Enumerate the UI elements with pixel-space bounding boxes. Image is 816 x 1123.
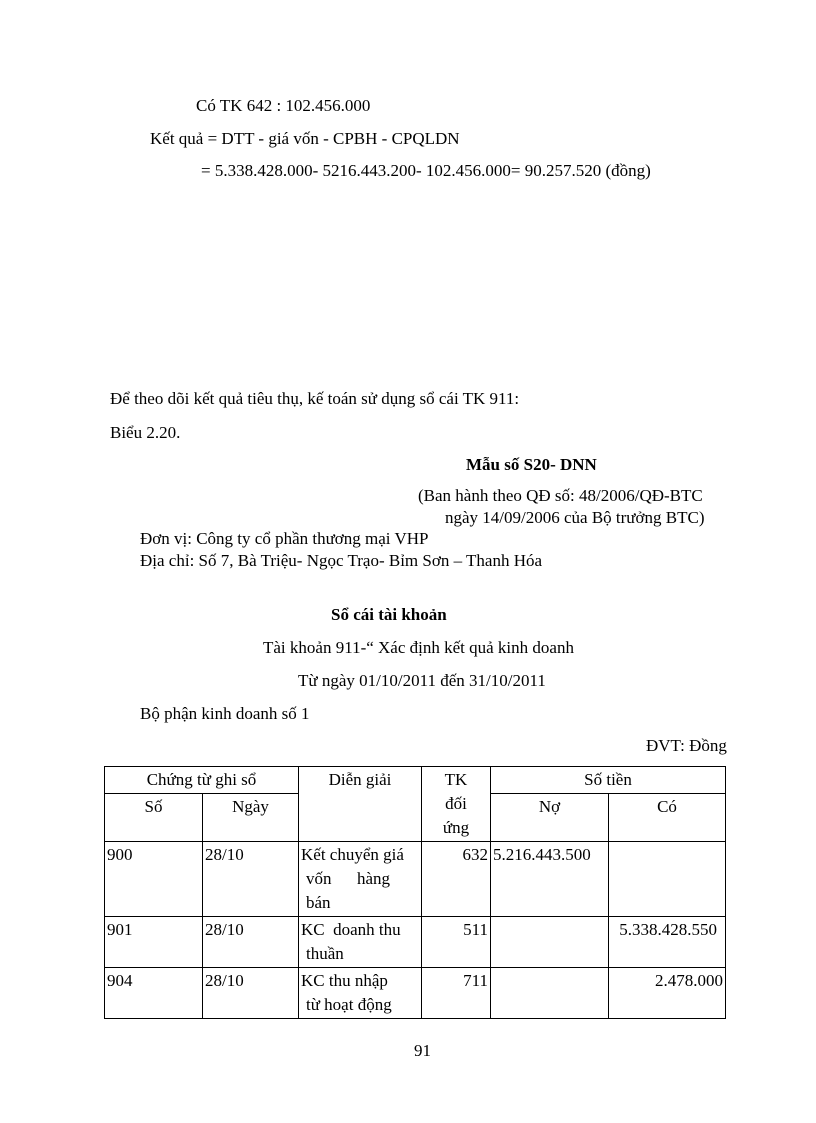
cell-description-line1: KC doanh thu — [301, 920, 401, 939]
intro-sentence: Để theo dõi kết quả tiêu thụ, kế toán sử dụng sổ cái TK 911: — [110, 389, 520, 408]
cell-description-line3: bán — [306, 893, 331, 912]
cell-debit — [491, 917, 609, 968]
header-tk-line2: đối — [445, 794, 467, 813]
cell-description — [299, 968, 422, 1019]
form-issued-line2: ngày 14/09/2006 của Bộ trưởng BTC) — [445, 508, 705, 527]
figure-label: Biểu 2.20. — [110, 423, 181, 442]
header-voucher: Chứng từ ghi sổ — [105, 767, 299, 794]
cell-tk: 711 — [422, 968, 491, 1019]
header-debit: Nợ — [491, 794, 609, 842]
cell-tk: 511 — [422, 917, 491, 968]
header-date: Ngày — [203, 794, 299, 842]
header-credit: Có — [609, 794, 726, 842]
ledger-unit: ĐVT: Đồng — [646, 736, 727, 755]
calc-result-line: = 5.338.428.000- 5216.443.200- 102.456.000= 90.257.520 (đồng) — [201, 161, 651, 180]
table-row — [105, 968, 726, 1019]
cell-description-line2: vốn hàng — [306, 869, 391, 888]
cell-number: 904 — [105, 968, 203, 1019]
cell-number: 900 — [105, 842, 203, 917]
page-number: 91 — [414, 1041, 431, 1060]
company-address: Địa chỉ: Số 7, Bà Triệu- Ngọc Trạo- Bỉm Sơn – Thanh Hóa — [140, 551, 543, 570]
cell-date: 28/10 — [203, 917, 299, 968]
cell-credit: 5.338.428.550 — [609, 917, 726, 968]
cell-credit: 2.478.000 — [609, 968, 726, 1019]
cell-date: 28/10 — [203, 968, 299, 1019]
calc-formula-line: Kết quả = DTT - giá vốn - CPBH - CPQLDN — [150, 129, 460, 148]
header-tk — [422, 767, 491, 842]
cell-credit — [609, 842, 726, 917]
cell-number: 901 — [105, 917, 203, 968]
table-row — [105, 917, 726, 968]
cell-debit — [491, 968, 609, 1019]
header-amount: Số tiền — [491, 767, 726, 794]
table-header-row-1 — [105, 767, 726, 794]
cell-date: 28/10 — [203, 842, 299, 917]
header-tk-line3: ứng — [442, 818, 470, 837]
ledger-department: Bộ phận kinh doanh số 1 — [140, 704, 310, 723]
form-issued-line1: (Ban hành theo QĐ số: 48/2006/QĐ-BTC — [418, 486, 703, 505]
ledger-period: Từ ngày 01/10/2011 đến 31/10/2011 — [298, 671, 546, 690]
table-row — [105, 842, 726, 917]
cell-tk: 632 — [422, 842, 491, 917]
cell-debit: 5.216.443.500 — [491, 842, 609, 917]
ledger-title: Sổ cái tài khoản — [331, 605, 447, 624]
cell-description-line1: KC thu nhập — [301, 971, 388, 990]
cell-description-line1: Kết chuyển giá — [301, 845, 404, 864]
company-unit: Đơn vị: Công ty cổ phần thương mại VHP — [140, 529, 429, 548]
header-tk-line1: TK — [444, 770, 468, 789]
cell-description-line2: từ hoạt động — [306, 995, 392, 1014]
ledger-table — [104, 766, 726, 1019]
cell-description-line2: thuần — [306, 944, 344, 963]
header-description: Diễn giải — [299, 767, 422, 842]
form-code: Mẫu số S20- DNN — [466, 455, 597, 474]
header-number: Số — [105, 794, 203, 842]
calc-credit-line: Có TK 642 : 102.456.000 — [196, 96, 371, 115]
cell-description — [299, 917, 422, 968]
cell-description — [299, 842, 422, 917]
ledger-account: Tài khoản 911-“ Xác định kết quả kinh doanh — [263, 638, 574, 657]
